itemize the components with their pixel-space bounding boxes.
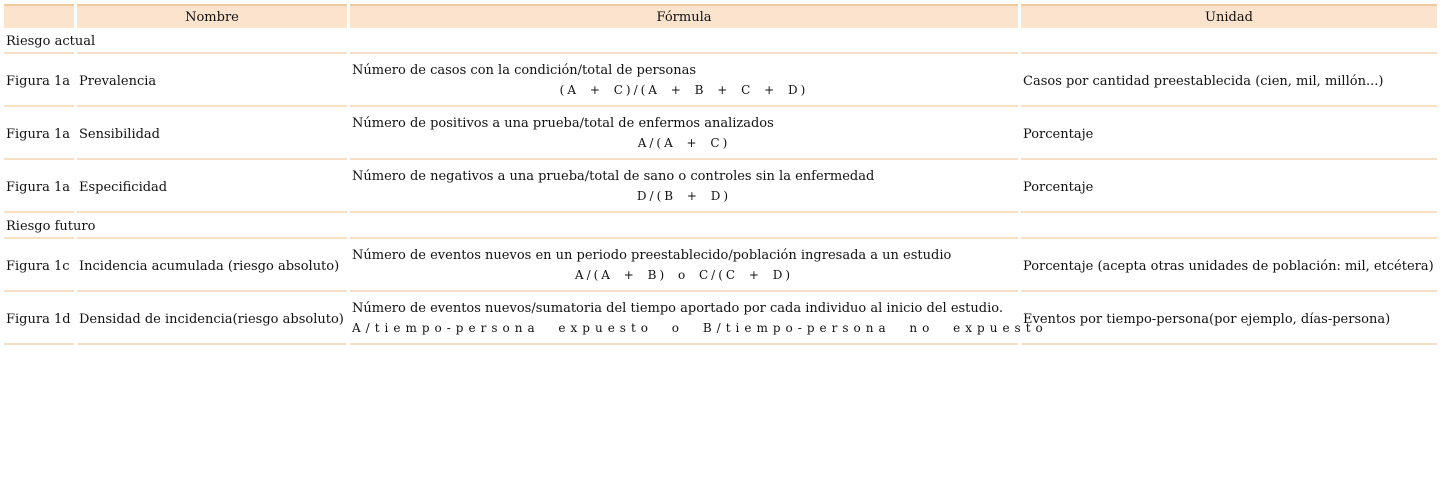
- measure-name: Densidad de incidencia(riesgo absoluto): [77, 295, 347, 345]
- unit-cell: Casos por cantidad preestablecida (cien, mil, millón...): [1021, 57, 1437, 107]
- section-spacer: [350, 216, 1018, 239]
- formula-description: Número de eventos nuevos/sumatoria del tiempo aportado por cada individuo al inicio del estudio.: [352, 301, 1003, 316]
- table-header-row: [4, 4, 1437, 28]
- table-row: [4, 110, 1437, 160]
- formula-expression: (A + C)/(A + B + C + D): [559, 83, 809, 97]
- section-spacer: [77, 216, 347, 239]
- figure-ref: Figura 1a: [4, 163, 74, 213]
- figure-ref: Figura 1c: [4, 242, 74, 292]
- risk-measures-table-container: [4, 4, 1440, 348]
- section-spacer: [77, 31, 347, 54]
- section-spacer: [1021, 31, 1437, 54]
- measure-name: Especificidad: [77, 163, 347, 213]
- section-row-riesgo-futuro: [4, 216, 1437, 239]
- header-unidad: Unidad: [1021, 4, 1437, 28]
- formula-cell: [350, 110, 1018, 160]
- header-formula: Fórmula: [350, 4, 1018, 28]
- formula-cell: [350, 242, 1018, 292]
- section-title: Riesgo futuro: [4, 216, 74, 239]
- section-title: Riesgo actual: [4, 31, 74, 54]
- formula-expression: D/(B + D): [636, 189, 732, 203]
- measure-name: Incidencia acumulada (riesgo absoluto): [77, 242, 347, 292]
- formula-description: Número de positivos a una prueba/total de enfermos analizados: [352, 116, 774, 131]
- risk-measures-table: [1, 1, 1440, 348]
- unit-cell: Porcentaje: [1021, 163, 1437, 213]
- formula-description: Número de negativos a una prueba/total de sano o controles sin la enfermedad: [352, 169, 875, 184]
- figure-ref: Figura 1a: [4, 110, 74, 160]
- formula-cell: [350, 163, 1018, 213]
- table-row: [4, 295, 1437, 345]
- table-row: [4, 163, 1437, 213]
- unit-cell: Porcentaje: [1021, 110, 1437, 160]
- formula-description: Número de casos con la condición/total de personas: [352, 63, 697, 78]
- section-spacer: [1021, 216, 1437, 239]
- unit-cell: Eventos por tiempo-persona(por ejemplo, días-persona): [1021, 295, 1437, 345]
- figure-ref: Figura 1d: [4, 295, 74, 345]
- measure-name: Sensibilidad: [77, 110, 347, 160]
- measure-name: Prevalencia: [77, 57, 347, 107]
- unit-cell: Porcentaje (acepta otras unidades de población: mil, etcétera): [1021, 242, 1437, 292]
- formula-expression: A/(A + B) o C/(C + D): [574, 268, 794, 282]
- formula-cell: [350, 57, 1018, 107]
- section-row-riesgo-actual: [4, 31, 1437, 54]
- header-nombre: Nombre: [77, 4, 347, 28]
- formula-description: Número de eventos nuevos en un periodo preestablecido/población ingresada a un estudio: [352, 248, 952, 263]
- section-spacer: [350, 31, 1018, 54]
- formula-expression: A/(A + C): [637, 136, 731, 150]
- table-row: [4, 57, 1437, 107]
- figure-ref: Figura 1a: [4, 57, 74, 107]
- header-blank: [4, 4, 74, 28]
- table-row: [4, 242, 1437, 292]
- formula-expression: A/tiempo-persona expuesto o B/tiempo-persona no expuesto: [352, 321, 1048, 335]
- formula-cell: [350, 295, 1048, 345]
